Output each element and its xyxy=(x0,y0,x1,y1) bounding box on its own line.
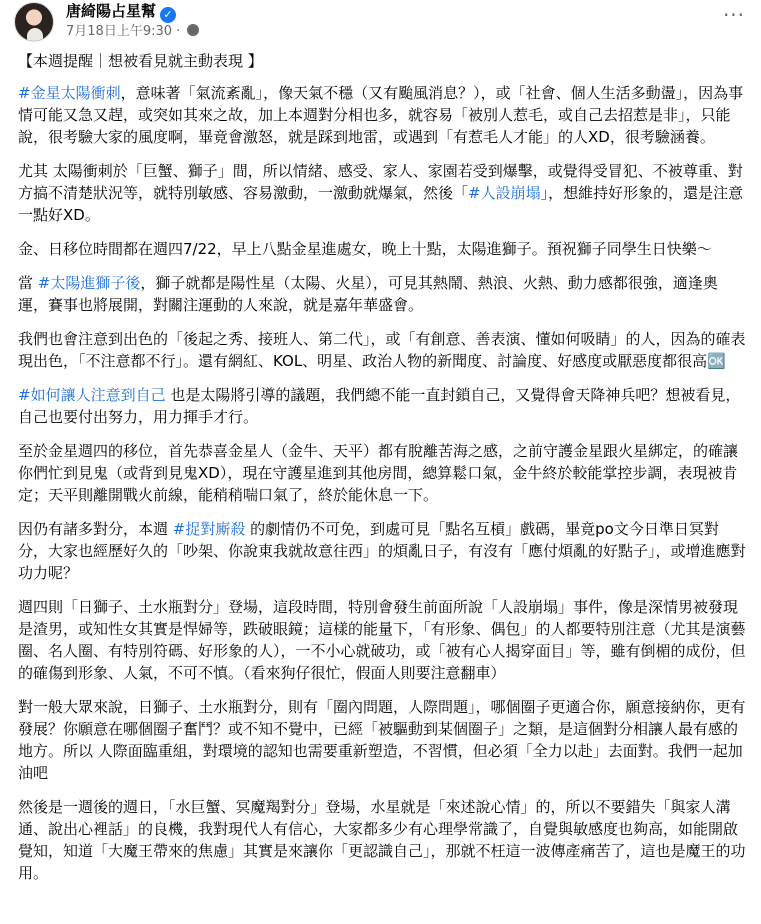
verified-badge-icon: ✓ xyxy=(160,7,176,23)
hashtag-link[interactable]: #金星太陽衝刺 xyxy=(18,84,121,102)
paragraph-9: 週四則「日獅子、土水瓶對分」登場，這段時間，特別會發生前面所說「人設崩塌」事件，像是深情男被發現是渣男，或知性女其實是悍婦等，跌破眼鏡；這樣的能量下，「有形象、偶包」的人都要特別注意（尤其是演藝圈、名人圈、有特別符碼、好形象的人），一不小心就破功，或「被有心人揭穿面目」等，雖有倒楣的成份，但的確傷到形象、人氣，不可不慎。（看來狗仔很忙，假面人則要注意翻車） xyxy=(18,598,746,682)
post-timestamp[interactable]: 7月18日上午9:30 xyxy=(66,24,173,39)
hashtag-link[interactable]: #太陽進獅子後 xyxy=(37,274,141,292)
post-title: 【本週提醒｜想被看見就主動表現 】 xyxy=(18,52,263,70)
paragraph-text: ，獅子就都是陽性星（太陽、火星），可見其熱鬧、熱浪、火熱、動力感都很強，適逢奧運，賽事也將展開，對關注運動的人來說，就是嘉年華盛會。 xyxy=(18,274,718,314)
paragraph-text: 」，想維持好形象的，還是注意一點好XD。 xyxy=(18,184,744,224)
paragraph-10: 對一般大眾來說，日獅子、土水瓶對分，則有「圈內問題，人際問題」，哪個圈子更適合你，願意接納你，更有發展？你願意在哪個圈子奮鬥？或不知不覺中，已經「被驅動到某個圈子」之類，是這個對分相讓人最有感的地方。所以 人際面臨重組，對環境的認知也需要重新塑造，不習慣，但必須「全力以赴」去面對。我們一起加油吧 xyxy=(18,698,746,782)
paragraph-5: 我們也會注意到出色的「後起之秀、接班人、第二代」，或「有創意、善表演、懂如何吸睛」的人，因為的確表現出色，「不注意都不行」。還有網紅、KOL、明星、政治人物的新聞度、討論度、好感度或厭惡度都很高🆗 xyxy=(18,330,746,370)
author-avatar[interactable] xyxy=(14,2,54,42)
paragraph-text: 尤其 太陽衝刺於「巨蟹、獅子」間，所以情緒、感受、家人、家園若受到爆擊，或覺得受冒犯、不被尊重、對方搞不清楚狀況等，就特別敏感、容易激動，一激動就爆氣，然後「 xyxy=(18,162,743,202)
paragraph-7: 至於金星週四的移位，首先恭喜金星人（金牛、天平）都有脫離苦海之感，之前守護金星跟火星綁定，的確讓你們忙到見鬼（或背到見鬼XD），現在守護星進到其他房間，總算鬆口氣，金牛終於較能掌控步調，表現被肯定；天平則離開戰火前線，能稍稍喘口氣了，終於能休息一下。 xyxy=(18,442,739,504)
paragraph-text: 當 xyxy=(18,274,38,292)
hashtag-link[interactable]: #捉對廝殺 xyxy=(172,520,246,538)
paragraph-3: 金、日移位時間都在週四7/22，早上八點金星進處女，晚上十點，太陽進獅子。預祝獅子同學生日快樂～ xyxy=(18,240,712,258)
author-name-row xyxy=(66,2,176,23)
paragraph-text: ，意味著「氣流紊亂」，像天氣不穩（又有颱風消息？），或「社會、個人生活多動盪」，因為事情可能又急又趕，或突如其來之故，加上本週對分相也多，就容易「被別人惹毛，或自己去招惹是非」，只能說，很考驗大家的風度啊，畢竟會激怒，就是踩到地雷，或遇到「有惹毛人才能」的人XD，很考驗涵養。 xyxy=(18,84,744,146)
meta-separator: · xyxy=(176,24,181,39)
paragraph-6 xyxy=(18,384,746,428)
paragraph-2 xyxy=(18,160,746,226)
more-options-button[interactable]: ··· xyxy=(722,3,746,27)
globe-icon xyxy=(187,24,199,36)
paragraph-text: 的劇情仍不可免，到處可見「點名互槓」戲碼，畢竟po文今日準日冥對分，大家也經歷好久的「吵架、你說東我就故意往西」的煩亂日子，有沒有「應付煩亂的好點子」，或增進應對功力呢？ xyxy=(18,520,746,582)
post-header xyxy=(0,0,761,48)
paragraph-11: 然後是一週後的週日，「水巨蟹、冥魔羯對分」登場，水星就是「來述說心情」的，所以不要錯失「與家人溝通、說出心裡話」的良機，我對現代人有信心，大家都多少有心理學常識了，自覺與敏感度也夠高，如能開啟覺知，知道「大魔王帶來的焦慮」其實是來讓你「更認識自己」，那就不枉這一波傳產痛苦了，這也是魔王的功用。 xyxy=(18,798,746,882)
post-meta xyxy=(66,24,199,40)
author-name[interactable]: 唐綺陽占星幫 xyxy=(66,2,157,20)
hashtag-link[interactable]: #如何讓人注意到自己 xyxy=(18,386,166,404)
paragraph-4 xyxy=(18,272,746,316)
paragraph-text: 因仍有諸多對分，本週 xyxy=(18,520,173,538)
paragraph-1 xyxy=(18,82,746,148)
hashtag-link[interactable]: #人設崩塌 xyxy=(468,184,541,202)
post-body xyxy=(18,50,746,896)
paragraph-text: 也是太陽將引導的議題，我們總不能一直封鎖自己，又覺得會天降神兵吧？想被看見，自己也要付出努力，用力揮手才行。 xyxy=(18,386,741,426)
paragraph-8 xyxy=(18,518,746,584)
